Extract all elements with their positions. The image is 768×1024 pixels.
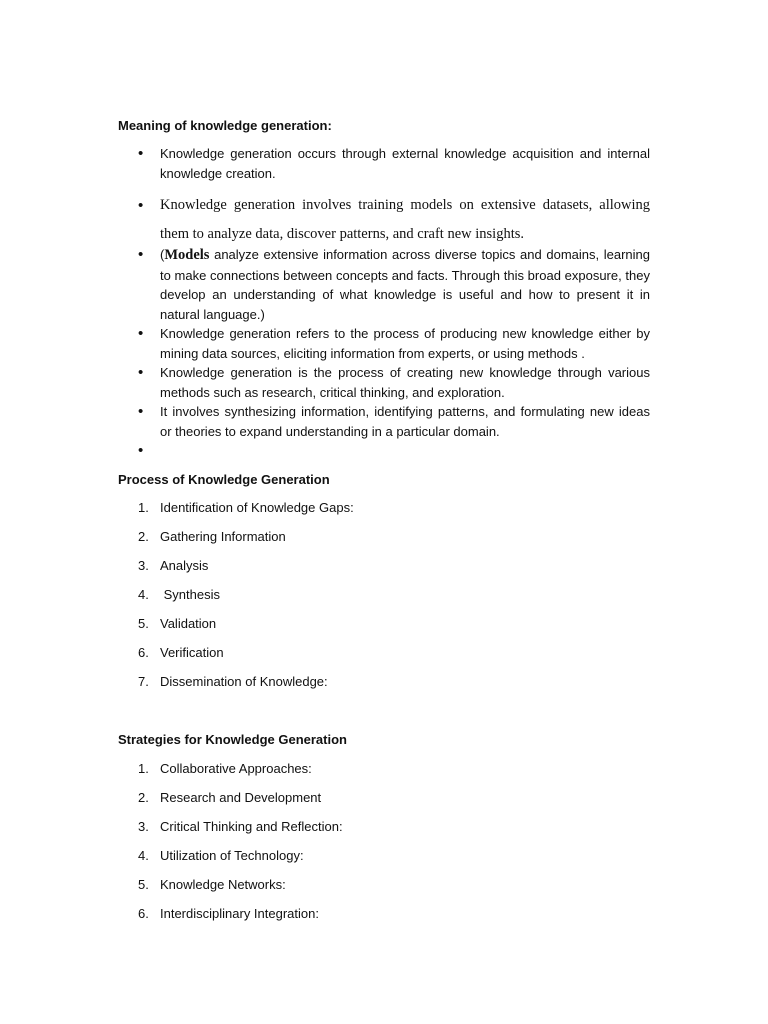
list-item-number: 5. (138, 877, 149, 892)
section-heading-strategies: Strategies for Knowledge Generation (118, 732, 347, 747)
list-item-number: 1. (138, 761, 149, 776)
list-item (118, 817, 650, 846)
list-item (118, 846, 650, 875)
list-item (118, 498, 650, 527)
meaning-bullet-list (118, 144, 650, 461)
list-item-bold-text: Models (164, 247, 210, 263)
list-item-text: Identification of Knowledge Gaps: (160, 500, 354, 515)
list-item-text: Collaborative Approaches: (160, 761, 312, 776)
list-item-text: Synthesis (160, 587, 220, 602)
list-item-text: Research and Development (160, 790, 322, 805)
list-item: • Knowledge generation involves training models on extensive datasets, allowing them to analyze data, discover patterns, and craft new insights. (118, 191, 650, 249)
list-item-text: Interdisciplinary Integration: (160, 906, 319, 921)
list-item-text: analyze extensive information across diverse topics and domains, learning to make connections between concepts and facts. Through this broad exposure, they develop an understanding of what knowledge is useful and how to present it in natural language.) (160, 247, 650, 322)
list-item-number: 6. (138, 645, 149, 660)
list-item-text: Analysis (160, 558, 209, 573)
list-item-number: 5. (138, 616, 149, 631)
list-item-text: Gathering Information (160, 529, 286, 544)
list-item-number: 2. (138, 790, 149, 805)
list-item-number: 4. (138, 848, 149, 863)
list-item (118, 527, 650, 556)
list-item (118, 614, 650, 643)
list-item (118, 585, 650, 614)
list-item: • It involves synthesizing information, identifying patterns, and formulating new ideas or theories to expand understanding in a particular domain. (118, 402, 650, 441)
strategies-numbered-list (118, 759, 650, 933)
list-item-number: 3. (138, 558, 149, 573)
list-item-number: 3. (138, 819, 149, 834)
list-item-text: Validation (160, 616, 217, 631)
list-item-number: 2. (138, 529, 149, 544)
list-item (118, 788, 650, 817)
list-item-prefix: ( (160, 247, 165, 262)
list-item: • Knowledge generation is the process of creating new knowledge through various methods such as research, critical thinking, and exploration. (118, 363, 650, 402)
list-item-number: 6. (138, 906, 149, 921)
section-heading-process: Process of Knowledge Generation (118, 472, 330, 487)
list-item-number: 7. (138, 674, 149, 689)
list-item (118, 245, 650, 324)
list-item (118, 556, 650, 585)
list-item (118, 904, 650, 933)
section-heading-meaning: Meaning of knowledge generation: (118, 118, 332, 133)
list-item-text: Dissemination of Knowledge: (160, 674, 328, 689)
list-item-text: Critical Thinking and Reflection: (160, 819, 343, 834)
list-item-empty (118, 441, 650, 461)
list-item: • Knowledge generation occurs through external knowledge acquisition and internal knowledge creation. (118, 144, 650, 183)
list-item: • Knowledge generation refers to the process of producing new knowledge either by mining data sources, eliciting information from experts, or using methods . (118, 324, 650, 363)
list-item (118, 875, 650, 904)
process-numbered-list (118, 498, 650, 701)
list-item-text: Knowledge Networks: (160, 877, 286, 892)
list-item-number: 4. (138, 587, 149, 602)
list-item (118, 759, 650, 788)
list-item-text: Utilization of Technology: (160, 848, 304, 863)
list-item-text: Verification (160, 645, 224, 660)
list-item (118, 672, 650, 701)
list-item (118, 643, 650, 672)
list-item-number: 1. (138, 500, 149, 515)
